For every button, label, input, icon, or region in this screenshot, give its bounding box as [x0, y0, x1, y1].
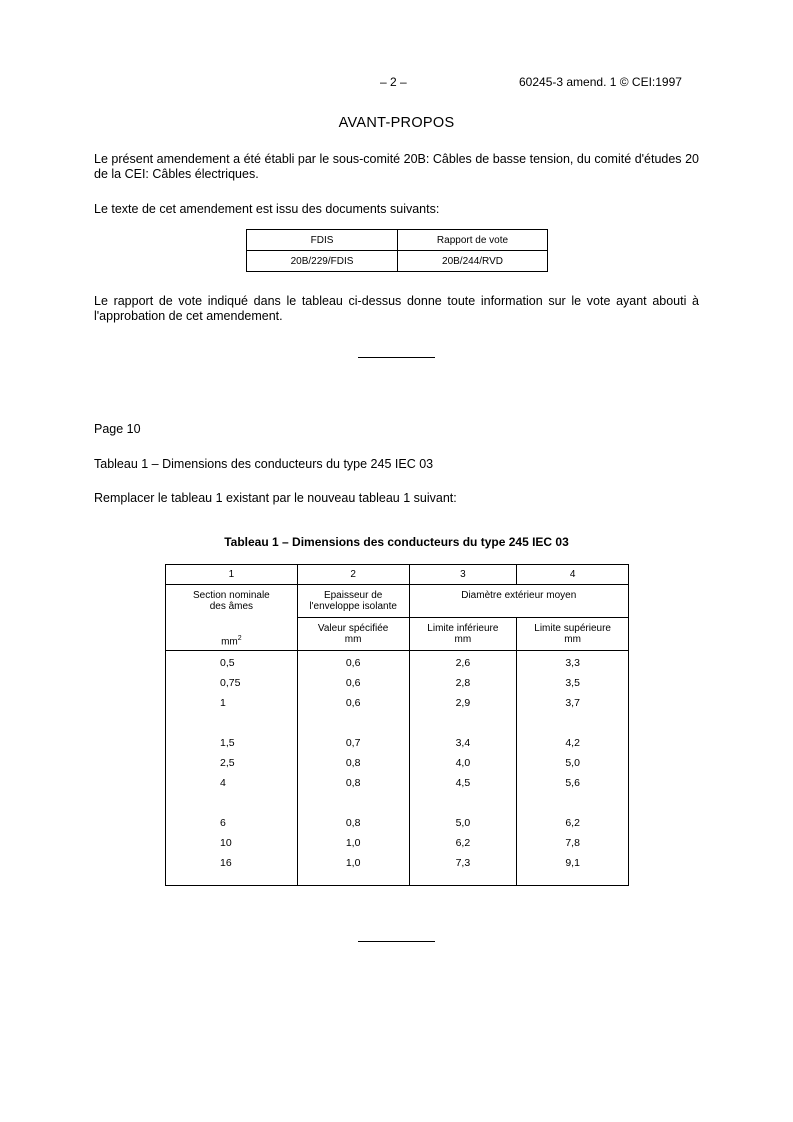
section-value: 0,75	[220, 677, 241, 689]
header-section-nominale	[166, 585, 298, 651]
column-number-4: 4	[517, 565, 629, 585]
limite-inferieure-value: 2,8	[455, 677, 471, 689]
limite-superieure-value: 5,6	[565, 777, 580, 789]
header-lim-sup-line-1: Limite supérieure	[534, 623, 611, 634]
document-reference: 60245-3 amend. 1 © CEI:1997	[519, 75, 682, 89]
separator-line-bottom	[358, 941, 435, 942]
voting-documents-table	[246, 229, 548, 272]
limite-inferieure-value: 7,3	[455, 857, 471, 869]
epaisseur-value: 1,0	[345, 857, 361, 869]
vote-header-rapport: Rapport de vote	[398, 230, 548, 251]
conductor-dimensions-table	[165, 564, 629, 886]
limite-inferieure-value: 2,9	[455, 697, 471, 709]
section-value: 1,5	[220, 737, 235, 749]
section-value: 10	[220, 837, 232, 849]
limite-inferieure-value: 3,4	[455, 737, 471, 749]
column-limite-inferieure-values	[409, 651, 517, 886]
section-value: 16	[220, 857, 232, 869]
limite-inferieure-value: 4,0	[455, 757, 471, 769]
header-limite-inferieure	[409, 618, 517, 651]
foreword-paragraph-3: Le rapport de vote indiqué dans le tableau ci-dessus donne toute information sur le vote ayant abouti à l'approbation de cet amendement.	[94, 294, 699, 323]
limite-inferieure-value: 6,2	[455, 837, 471, 849]
epaisseur-value: 0,8	[345, 777, 361, 789]
column-section-values	[166, 651, 298, 886]
epaisseur-value: 0,6	[345, 677, 361, 689]
header-limite-superieure	[517, 618, 629, 651]
section-value: 6	[220, 817, 226, 829]
page-number: – 2 –	[380, 75, 407, 89]
foreword-title: AVANT-PROPOS	[338, 115, 455, 131]
limite-superieure-value: 3,5	[565, 677, 580, 689]
epaisseur-value: 0,6	[345, 657, 361, 669]
limite-inferieure-value: 5,0	[455, 817, 471, 829]
epaisseur-value: 0,6	[345, 697, 361, 709]
header-epaisseur	[297, 585, 409, 618]
limite-superieure-value: 7,8	[565, 837, 580, 849]
header-epaisseur-line-1: Epaisseur de	[323, 590, 383, 601]
separator-line	[358, 357, 435, 358]
vote-header-fdis: FDIS	[247, 230, 398, 251]
header-lim-inf-line-2: mm	[454, 634, 472, 645]
column-epaisseur-values	[297, 651, 409, 886]
header-lim-inf-line-1: Limite inférieure	[427, 623, 499, 634]
header-valeur-line-1: Valeur spécifiée	[317, 623, 389, 634]
section-value: 0,5	[220, 657, 235, 669]
foreword-paragraph-2: Le texte de cet amendement est issu des documents suivants:	[94, 202, 440, 216]
limite-superieure-value: 4,2	[565, 737, 580, 749]
table-caption: Tableau 1 – Dimensions des conducteurs du type 245 IEC 03	[224, 535, 569, 549]
header-epaisseur-line-2: l'enveloppe isolante	[309, 601, 397, 612]
limite-superieure-value: 9,1	[565, 857, 580, 869]
header-valeur-line-2: mm	[344, 634, 362, 645]
limite-inferieure-value: 2,6	[455, 657, 471, 669]
column-number-2: 2	[297, 565, 409, 585]
section-value: 1	[220, 697, 226, 709]
limite-superieure-value: 5,0	[565, 757, 580, 769]
header-valeur-specifiee	[297, 618, 409, 651]
foreword-paragraph-1: Le présent amendement a été établi par le sous-comité 20B: Câbles de basse tension, du comité d'études 20 de la CEI: Câbles électriques.	[94, 152, 699, 181]
header-section-unit: $mm^2$	[221, 634, 242, 647]
replacement-instruction: Remplacer le tableau 1 existant par le nouveau tableau 1 suivant:	[94, 491, 457, 505]
limite-inferieure-value: 4,5	[455, 777, 471, 789]
vote-cell-fdis: 20B/229/FDIS	[247, 251, 398, 272]
header-section-line-1: Section nominale	[193, 590, 270, 601]
table-reference: Tableau 1 – Dimensions des conducteurs du type 245 IEC 03	[94, 457, 434, 471]
limite-superieure-value: 3,7	[565, 697, 580, 709]
header-lim-sup-line-2: mm	[564, 634, 581, 645]
epaisseur-value: 0,8	[345, 757, 361, 769]
epaisseur-value: 0,8	[345, 817, 361, 829]
page-reference: Page 10	[94, 422, 141, 436]
epaisseur-value: 1,0	[345, 837, 361, 849]
vote-cell-rvd: 20B/244/RVD	[398, 251, 548, 272]
limite-superieure-value: 6,2	[565, 817, 580, 829]
section-value: 4	[220, 777, 226, 789]
header-section-line-2: des âmes	[209, 601, 254, 612]
limite-superieure-value: 3,3	[565, 657, 580, 669]
section-value: 2,5	[220, 757, 235, 769]
column-number-1: 1	[166, 565, 298, 585]
header-diametre: Diamètre extérieur moyen	[409, 585, 628, 618]
epaisseur-value: 0,7	[345, 737, 361, 749]
column-number-3: 3	[409, 565, 517, 585]
column-limite-superieure-values	[517, 651, 629, 886]
